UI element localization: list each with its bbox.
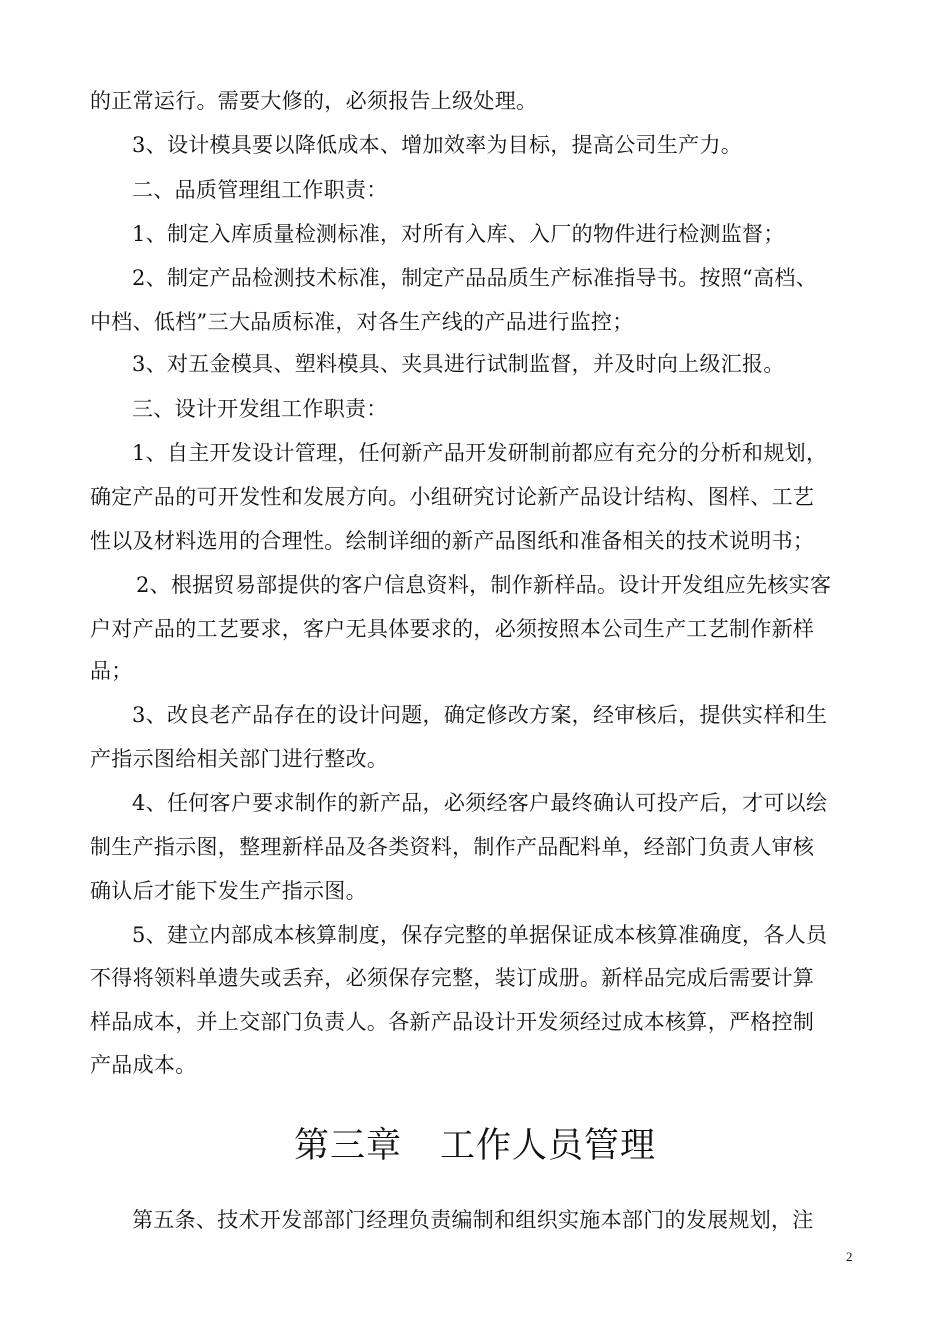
- paragraph-line: 1、自主开发设计管理，任何新产品开发研制前都应有充分的分析和规划，: [132, 441, 828, 465]
- paragraph-line: 4、任何客户要求制作的新产品，必须经客户最终确认可投产后，才可以绘: [132, 791, 828, 815]
- paragraph-line: 5、建立内部成本核算制度，保存完整的单据保证成本核算准确度，各人员: [132, 923, 828, 947]
- paragraph-line: 确定产品的可开发性和发展方向。小组研究讨论新产品设计结构、图样、工艺: [90, 485, 815, 509]
- chapter-heading: [0, 1122, 950, 1170]
- paragraph-line: 性以及材料选用的合理性。绘制详细的新产品图纸和准备相关的技术说明书；: [90, 529, 815, 553]
- paragraph-line: 1、制定入库质量检测标准，对所有入库、入厂的物件进行检测监督；: [132, 222, 785, 246]
- chapter-number: 第三章: [293, 1126, 402, 1166]
- article-line: 第五条、技术开发部部门经理负责编制和组织实施本部门的发展规划，注: [132, 1208, 814, 1232]
- paragraph-line: 确认后才能下发生产指示图。: [90, 879, 367, 903]
- paragraph-line: 产指示图给相关部门进行整改。: [90, 747, 389, 771]
- paragraph-line: 2、制定产品检测技术标准，制定产品品质生产标准指导书。按照“高档、: [132, 266, 817, 290]
- paragraph-line: 3、改良老产品存在的设计问题，确定修改方案，经审核后，提供实样和生: [132, 703, 828, 727]
- paragraph-line: 品；: [90, 659, 133, 683]
- chapter-title: 工作人员管理: [440, 1126, 657, 1166]
- paragraph-line: 中档、低档”三大品质标准，对各生产线的产品进行监控；: [90, 310, 634, 334]
- paragraph-line: 样品成本，并上交部门负责人。各新产品设计开发须经过成本核算，严格控制: [90, 1010, 815, 1034]
- paragraph-line: 制生产指示图，整理新样品及各类资料，制作产品配料单，经部门负责人审核: [90, 835, 815, 859]
- section-heading: 三、设计开发组工作职责：: [132, 397, 388, 421]
- paragraph-line: 3、对五金模具、塑料模具、夹具进行试制监督，并及时向上级汇报。: [132, 352, 785, 376]
- paragraph-line: 2、根据贸易部提供的客户信息资料，制作新样品。设计开发组应先核实客: [136, 573, 832, 597]
- paragraph-line: 产品成本。: [90, 1053, 197, 1077]
- section-heading: 二、品质管理组工作职责：: [132, 178, 388, 202]
- paragraph-line: 户对产品的工艺要求，客户无具体要求的，必须按照本公司生产工艺制作新样: [90, 617, 815, 641]
- page-number: 2: [846, 1249, 853, 1264]
- paragraph-line: 的正常运行。需要大修的，必须报告上级处理。: [90, 89, 538, 113]
- paragraph-line: 不得将领料单遗失或丢弃，必须保存完整，装订成册。新样品完成后需要计算: [90, 966, 815, 990]
- paragraph-line: 3、设计模具要以降低成本、增加效率为目标，提高公司生产力。: [132, 133, 743, 157]
